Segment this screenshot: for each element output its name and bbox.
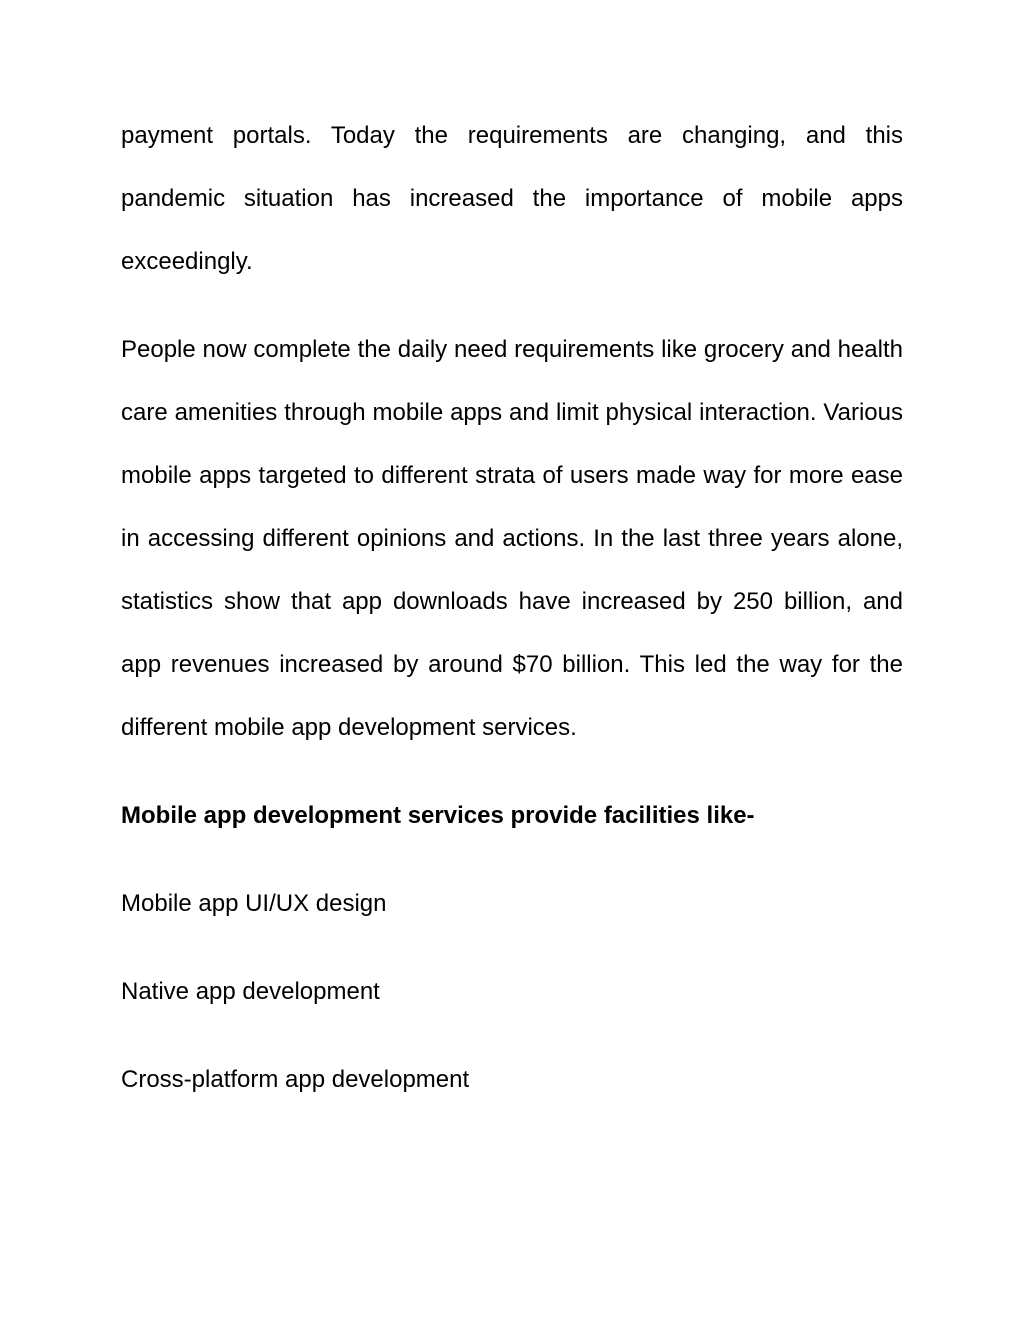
document-page: [121, 104, 903, 1111]
body-paragraph: payment portals. Today the requirements are changing, and this pandemic situation has increased the importance of mobile apps exceedingly.: [121, 122, 903, 275]
body-paragraph: People now complete the daily need requirements like grocery and health care amenities through mobile apps and limit physical interaction. Various mobile apps targeted to different strata of users made way for more ease in accessing different opinions and actions. In the last three years alone, statistics show that app downloads have increased by 250 billion, and app revenues increased by around $70 billion. This led the way for the different mobile app development services.: [121, 336, 903, 741]
service-item: Mobile app UI/UX design: [121, 890, 387, 917]
service-item: Native app development: [121, 978, 380, 1005]
section-heading: Mobile app development services provide facilities like-: [121, 802, 755, 829]
service-item: Cross-platform app development: [121, 1066, 470, 1093]
